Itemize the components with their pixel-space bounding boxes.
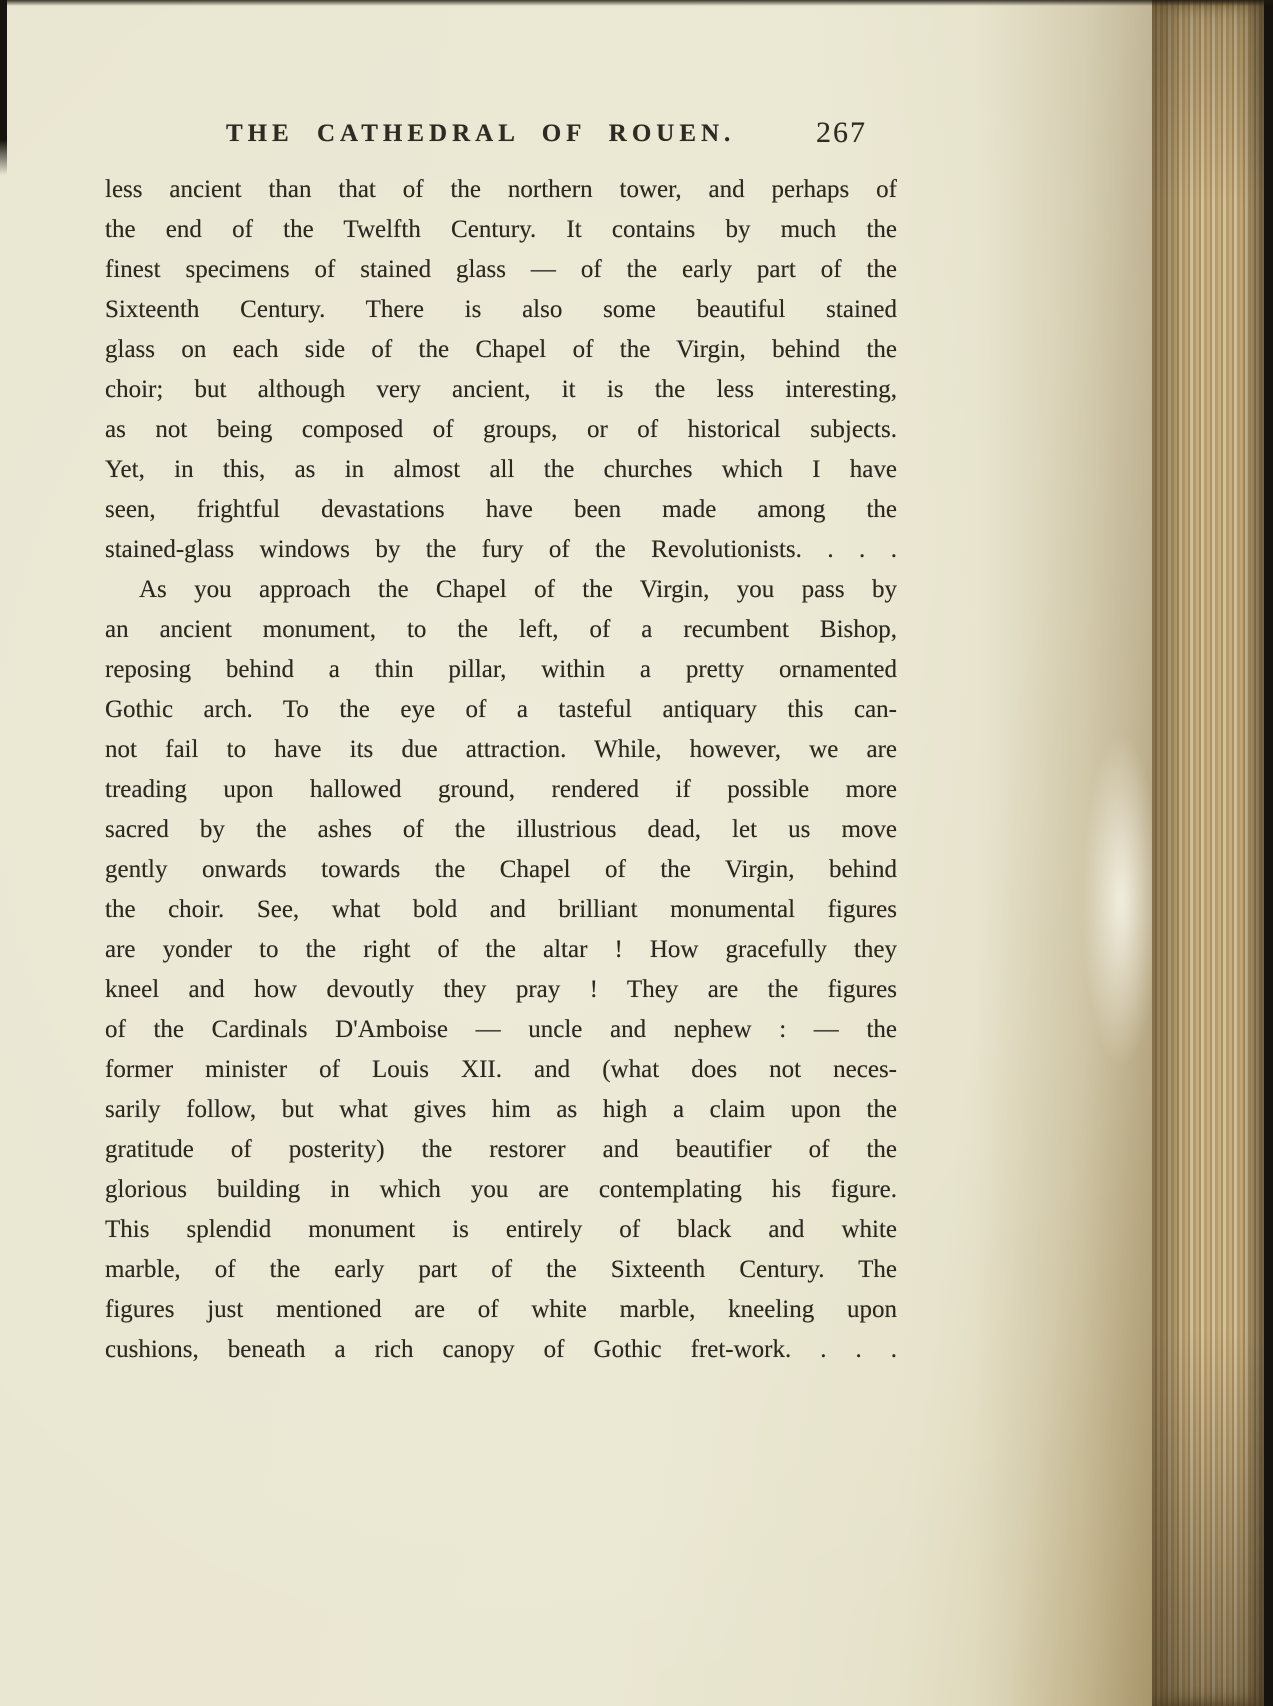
paragraph-chapel-of-the-virgin	[105, 570, 897, 1370]
page-number: 267	[816, 116, 867, 149]
text-line: Sixteenth Century. There is also some beautiful stained	[105, 296, 897, 323]
text-line: choir; but although very ancient, it is the less interesting,	[105, 376, 897, 403]
text-line: Yet, in this, as in almost all the churches which I have	[105, 456, 897, 483]
text-line: sarily follow, but what gives him as high a claim upon the	[105, 1096, 897, 1123]
page-curl-highlight	[1081, 730, 1161, 1070]
text-line: sacred by the ashes of the illustrious dead, let us move	[105, 816, 897, 843]
page-header	[105, 118, 897, 158]
text-line: Gothic arch. To the eye of a tasteful antiquary this can-	[105, 696, 897, 723]
text-line: seen, frightful devastations have been made among the	[105, 496, 897, 523]
text-line: not fail to have its due attraction. While, however, we are	[105, 736, 897, 763]
text-line: stained-glass windows by the fury of the Revolutionists. . . .	[105, 536, 897, 563]
text-line: As you approach the Chapel of the Virgin, you pass by	[139, 576, 897, 603]
text-line: This splendid monument is entirely of black and white	[105, 1216, 897, 1243]
text-line: cushions, beneath a rich canopy of Gothic fret-work. . . .	[105, 1336, 897, 1363]
text-line: of the Cardinals D'Amboise — uncle and nephew : — the	[105, 1016, 897, 1043]
book-page-edges	[1152, 0, 1264, 1706]
text-line: former minister of Louis XII. and (what does not neces-	[105, 1056, 897, 1083]
text-line: marble, of the early part of the Sixteenth Century. The	[105, 1256, 897, 1283]
text-line: figures just mentioned are of white marble, kneeling upon	[105, 1296, 897, 1323]
text-line: treading upon hallowed ground, rendered if possible more	[105, 776, 897, 803]
text-line: gently onwards towards the Chapel of the Virgin, behind	[105, 856, 897, 883]
text-line: are yonder to the right of the altar ! How gracefully they	[105, 936, 897, 963]
text-line: glorious building in which you are contemplating his figure.	[105, 1176, 897, 1203]
running-head-title: THE CATHEDRAL OF ROUEN.	[225, 120, 736, 147]
text-line: less ancient than that of the northern tower, and perhaps of	[105, 176, 897, 203]
text-line: as not being composed of groups, or of historical subjects.	[105, 416, 897, 443]
text-line: an ancient monument, to the left, of a recumbent Bishop,	[105, 616, 897, 643]
scan-left-edge-mark	[0, 0, 7, 175]
text-line: gratitude of posterity) the restorer and beautifier of the	[105, 1136, 897, 1163]
text-line: reposing behind a thin pillar, within a pretty ornamented	[105, 656, 897, 683]
scan-top-edge	[0, 0, 1273, 6]
body-text	[105, 170, 897, 1370]
text-line: glass on each side of the Chapel of the Virgin, behind the	[105, 336, 897, 363]
scan-right-edge	[1264, 0, 1273, 1706]
text-line: the choir. See, what bold and brilliant monumental figures	[105, 896, 897, 923]
paragraph-stained-glass	[105, 170, 897, 570]
text-line: the end of the Twelfth Century. It contains by much the	[105, 216, 897, 243]
text-line: finest specimens of stained glass — of the early part of the	[105, 256, 897, 283]
text-line: kneel and how devoutly they pray ! They are the figures	[105, 976, 897, 1003]
